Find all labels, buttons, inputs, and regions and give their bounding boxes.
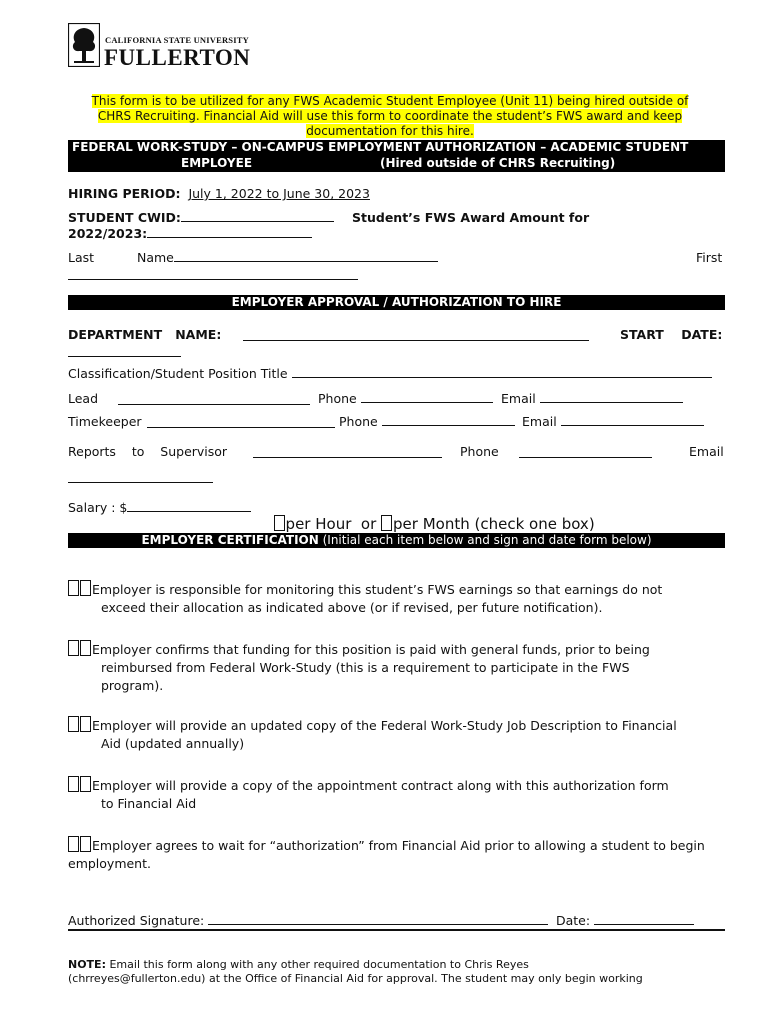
tree-logo-icon bbox=[68, 23, 100, 67]
lead-label: Lead bbox=[68, 391, 99, 406]
name-label: Name bbox=[137, 250, 174, 265]
signature-row bbox=[68, 913, 548, 928]
employer-approval-header: EMPLOYER APPROVAL / AUTHORIZATION TO HIRE bbox=[68, 295, 725, 310]
lead-email-row bbox=[501, 391, 683, 406]
hiring-period bbox=[68, 186, 370, 201]
intro-line-3: documentation for this hire. bbox=[306, 124, 474, 138]
supervisor-email-field[interactable] bbox=[68, 471, 213, 483]
initial-box-2[interactable] bbox=[68, 640, 79, 656]
signature-field[interactable] bbox=[208, 913, 548, 925]
intro-line-2: CHRS Recruiting. Financial Aid will use this form to coordinate the student’s FWS award and keep bbox=[97, 109, 683, 123]
award-amount-field[interactable] bbox=[147, 226, 312, 238]
cert-item-3: Employer will provide an updated copy of the Federal Work-Study Job Description to Financial Aid (updated annually) bbox=[68, 716, 723, 753]
salary-row bbox=[68, 500, 251, 515]
cwid-label: STUDENT CWID: bbox=[68, 210, 181, 225]
supervisor-phone-label: Phone bbox=[460, 444, 499, 459]
timekeeper-email-row bbox=[522, 414, 704, 429]
signature-date-row bbox=[556, 913, 694, 928]
cert-item-5: Employer agrees to wait for “authorization” from Financial Aid prior to allowing a student to begin employment. bbox=[68, 838, 705, 871]
last-label: Last bbox=[68, 250, 95, 265]
timekeeper-phone-label: Phone bbox=[339, 414, 378, 429]
per-hour-checkbox[interactable] bbox=[274, 515, 285, 531]
form-title-line-1: FEDERAL WORK-STUDY – ON-CAMPUS EMPLOYMENT AUTHORIZATION – ACADEMIC STUDENT bbox=[72, 140, 689, 154]
cert-item-1: Employer is responsible for monitoring this student’s FWS earnings so that earnings do not exceed their allocation as indicated above (or if revised, per future notification). bbox=[68, 580, 723, 617]
initial-box-1[interactable] bbox=[68, 580, 79, 596]
salary-options bbox=[264, 497, 595, 533]
timekeeper-email-label: Email bbox=[522, 414, 557, 429]
intro-line-1: This form is to be utilized for any FWS Academic Student Employee (Unit 11) being hired outside of bbox=[91, 94, 689, 108]
department-label: DEPARTMENT NAME: bbox=[68, 327, 222, 342]
award-label: Student’s FWS Award Amount for bbox=[352, 210, 590, 225]
signature-label: Authorized Signature: bbox=[68, 913, 205, 928]
cwid-row bbox=[68, 210, 334, 225]
form-title-line-2a: EMPLOYEE bbox=[181, 156, 253, 170]
first-name-field[interactable] bbox=[68, 268, 358, 280]
supervisor-phone-field[interactable] bbox=[519, 446, 652, 458]
note-line-2: (chrreyes@fullerton.edu) at the Office of Financial Aid for approval. The student may only begin working bbox=[68, 972, 643, 985]
form-title-line-2b: (Hired outside of CHRS Recruiting) bbox=[380, 156, 616, 170]
hiring-period-value: July 1, 2022 to June 30, 2023 bbox=[188, 186, 370, 201]
initial-box-4[interactable] bbox=[68, 776, 79, 792]
cert-item-4: Employer will provide a copy of the appointment contract along with this authorization form to Financial Aid bbox=[68, 776, 723, 813]
timekeeper-phone-row bbox=[339, 414, 515, 429]
timekeeper-field[interactable] bbox=[147, 416, 335, 428]
classification-label: Classification/Student Position Title bbox=[68, 366, 288, 381]
start-date-field[interactable] bbox=[68, 345, 181, 357]
department-field[interactable] bbox=[243, 329, 589, 341]
intro-text bbox=[60, 94, 720, 139]
lead-email-label: Email bbox=[501, 391, 536, 406]
logo-campus-text: FULLERTON bbox=[104, 45, 251, 70]
lead-field[interactable] bbox=[118, 393, 310, 405]
name-row bbox=[137, 250, 438, 265]
salary-label: Salary : $ bbox=[68, 500, 128, 515]
certification-header-note: (Initial each item below and sign and date form below) bbox=[318, 533, 652, 547]
lead-phone-row bbox=[318, 391, 493, 406]
first-label: First bbox=[696, 250, 723, 265]
hiring-period-label: HIRING PERIOD: bbox=[68, 186, 181, 201]
signature-date-field[interactable] bbox=[594, 913, 694, 925]
cert-item-2: Employer confirms that funding for this position is paid with general funds, prior to being reimbursed from Federal Work-Study (this is a requirement to participate in the FWS program). bbox=[68, 640, 723, 695]
lead-phone-label: Phone bbox=[318, 391, 357, 406]
award-year-label: 2022/2023: bbox=[68, 226, 148, 241]
initial-box-4b[interactable] bbox=[80, 776, 91, 792]
classification-row bbox=[68, 366, 712, 381]
signature-date-label: Date: bbox=[556, 913, 591, 928]
last-name-field[interactable] bbox=[174, 250, 438, 262]
supervisor-email-label: Email bbox=[689, 444, 724, 459]
classification-field[interactable] bbox=[292, 366, 712, 378]
per-month-checkbox[interactable] bbox=[381, 515, 392, 531]
initial-box-5[interactable] bbox=[68, 836, 79, 852]
per-hour-label: per Hour or bbox=[285, 515, 382, 533]
certification-header-bold: EMPLOYER CERTIFICATION bbox=[141, 533, 319, 547]
logo-university-text: CALIFORNIA STATE UNIVERSITY bbox=[105, 35, 249, 45]
note-label: NOTE: bbox=[68, 958, 106, 971]
initial-box-3b[interactable] bbox=[80, 716, 91, 732]
employer-certification-header bbox=[68, 533, 725, 548]
supervisor-field[interactable] bbox=[253, 446, 442, 458]
divider bbox=[68, 929, 725, 931]
initial-box-3[interactable] bbox=[68, 716, 79, 732]
salary-field[interactable] bbox=[127, 500, 251, 512]
note-line-1: Email this form along with any other required documentation to Chris Reyes bbox=[105, 958, 529, 971]
lead-email-field[interactable] bbox=[540, 391, 683, 403]
initial-box-5b[interactable] bbox=[80, 836, 91, 852]
cwid-field[interactable] bbox=[181, 210, 334, 222]
reports-to-label: Reports to Supervisor bbox=[68, 444, 228, 459]
initial-box-2b[interactable] bbox=[80, 640, 91, 656]
university-logo bbox=[68, 23, 258, 71]
per-month-label: per Month (check one box) bbox=[393, 515, 595, 533]
form-title-bar bbox=[68, 140, 725, 172]
award-year-row bbox=[68, 226, 312, 241]
timekeeper-phone-field[interactable] bbox=[382, 414, 515, 426]
lead-phone-field[interactable] bbox=[361, 391, 493, 403]
footer-note bbox=[68, 958, 728, 986]
timekeeper-label: Timekeeper bbox=[68, 414, 142, 429]
initial-box-1b[interactable] bbox=[80, 580, 91, 596]
start-date-label: START DATE: bbox=[620, 327, 723, 342]
timekeeper-email-field[interactable] bbox=[561, 414, 704, 426]
